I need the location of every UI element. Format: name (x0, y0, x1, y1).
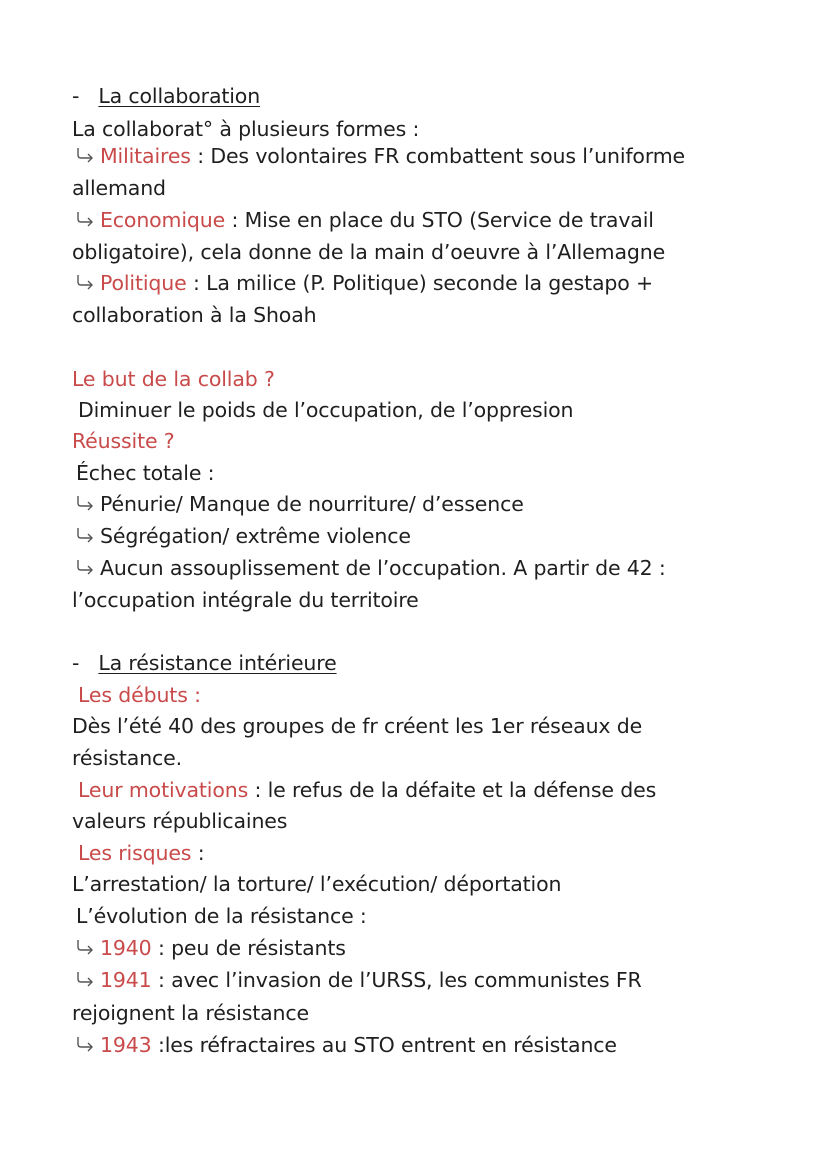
collab-bullet-economique (74, 207, 654, 233)
collab-bullet-politique (74, 270, 653, 296)
echec-bullet-3 (74, 555, 666, 581)
arrow-icon (74, 493, 100, 513)
bullet-text: : La milice (P. Politique) seconde la gestapo + (186, 271, 654, 295)
motivations-cont: valeurs républicaines (72, 809, 288, 833)
evolution-label: L’évolution de la résistance : (76, 904, 367, 928)
collab-bullet-militaires-cont: allemand (72, 176, 166, 200)
motivations-text: : le refus de la défaite et la défense des (248, 778, 657, 802)
heading-title: La collaboration (98, 84, 261, 108)
motivations-label: Leur motivations (78, 778, 249, 802)
arrow-icon (74, 969, 100, 989)
risques-label: Les risques (78, 841, 192, 865)
evolution-1943 (74, 1032, 617, 1058)
arrow-icon (74, 209, 100, 229)
section-resistance-heading (72, 650, 337, 676)
bullet-text: : Mise en place du STO (Service de travail (225, 208, 654, 232)
evolution-1940 (74, 935, 346, 961)
debuts-line-1: Dès l’été 40 des groupes de fr créent les 1er réseaux de (72, 714, 643, 738)
heading-dash: - (72, 651, 80, 675)
bullet-text: : Des volontaires FR combattent sous l’uniforme (190, 144, 686, 168)
year-label: 1940 (100, 936, 152, 960)
risques-text: L’arrestation/ la torture/ l’exécution/ déportation (72, 872, 562, 896)
collab-bullet-politique-cont: collaboration à la Shoah (72, 303, 317, 327)
motivations-line (78, 777, 656, 803)
question-but: Le but de la collab ? (72, 367, 275, 391)
answer-but: Diminuer le poids de l’occupation, de l’oppresion (78, 398, 574, 422)
heading-dash: - (72, 84, 80, 108)
year-text: : peu de résistants (151, 936, 346, 960)
echec-bullet-3-cont: l’occupation intégrale du territoire (72, 588, 419, 612)
year-text: :les réfractaires au STO entrent en résistance (151, 1033, 617, 1057)
bullet-label: Politique (100, 271, 187, 295)
evolution-1941 (74, 967, 642, 993)
bullet-text: Aucun assouplissement de l’occupation. A partir de 42 : (100, 556, 666, 580)
arrow-icon (74, 272, 100, 292)
arrow-icon (74, 145, 100, 165)
bullet-text: Ségrégation/ extrême violence (100, 524, 411, 548)
debuts-label: Les débuts : (78, 683, 201, 707)
bullet-label: Militaires (100, 144, 191, 168)
section-collaboration-heading (72, 83, 260, 109)
risques-line (78, 840, 204, 866)
question-reussite: Réussite ? (72, 429, 175, 453)
year-label: 1943 (100, 1033, 152, 1057)
echec-bullet-2 (74, 523, 411, 549)
year-text: : avec l’invasion de l’URSS, les communistes FR (151, 968, 642, 992)
bullet-text: Pénurie/ Manque de nourriture/ d’essence (100, 492, 524, 516)
heading-title: La résistance intérieure (98, 651, 337, 675)
evolution-1941-cont: rejoignent la résistance (72, 1001, 309, 1025)
arrow-icon (74, 937, 100, 957)
debuts-line-2: résistance. (72, 746, 182, 770)
bullet-label: Economique (100, 208, 226, 232)
collab-bullet-economique-cont: obligatoire), cela donne de la main d’oeuvre à l’Allemagne (72, 240, 666, 264)
risques-colon: : (191, 841, 205, 865)
year-label: 1941 (100, 968, 152, 992)
arrow-icon (74, 1034, 100, 1054)
arrow-icon (74, 525, 100, 545)
answer-reussite: Échec totale : (76, 461, 215, 485)
collab-bullet-militaires (74, 143, 685, 169)
collab-intro: La collaborat° à plusieurs formes : (72, 117, 420, 141)
arrow-icon (74, 557, 100, 577)
echec-bullet-1 (74, 491, 524, 517)
